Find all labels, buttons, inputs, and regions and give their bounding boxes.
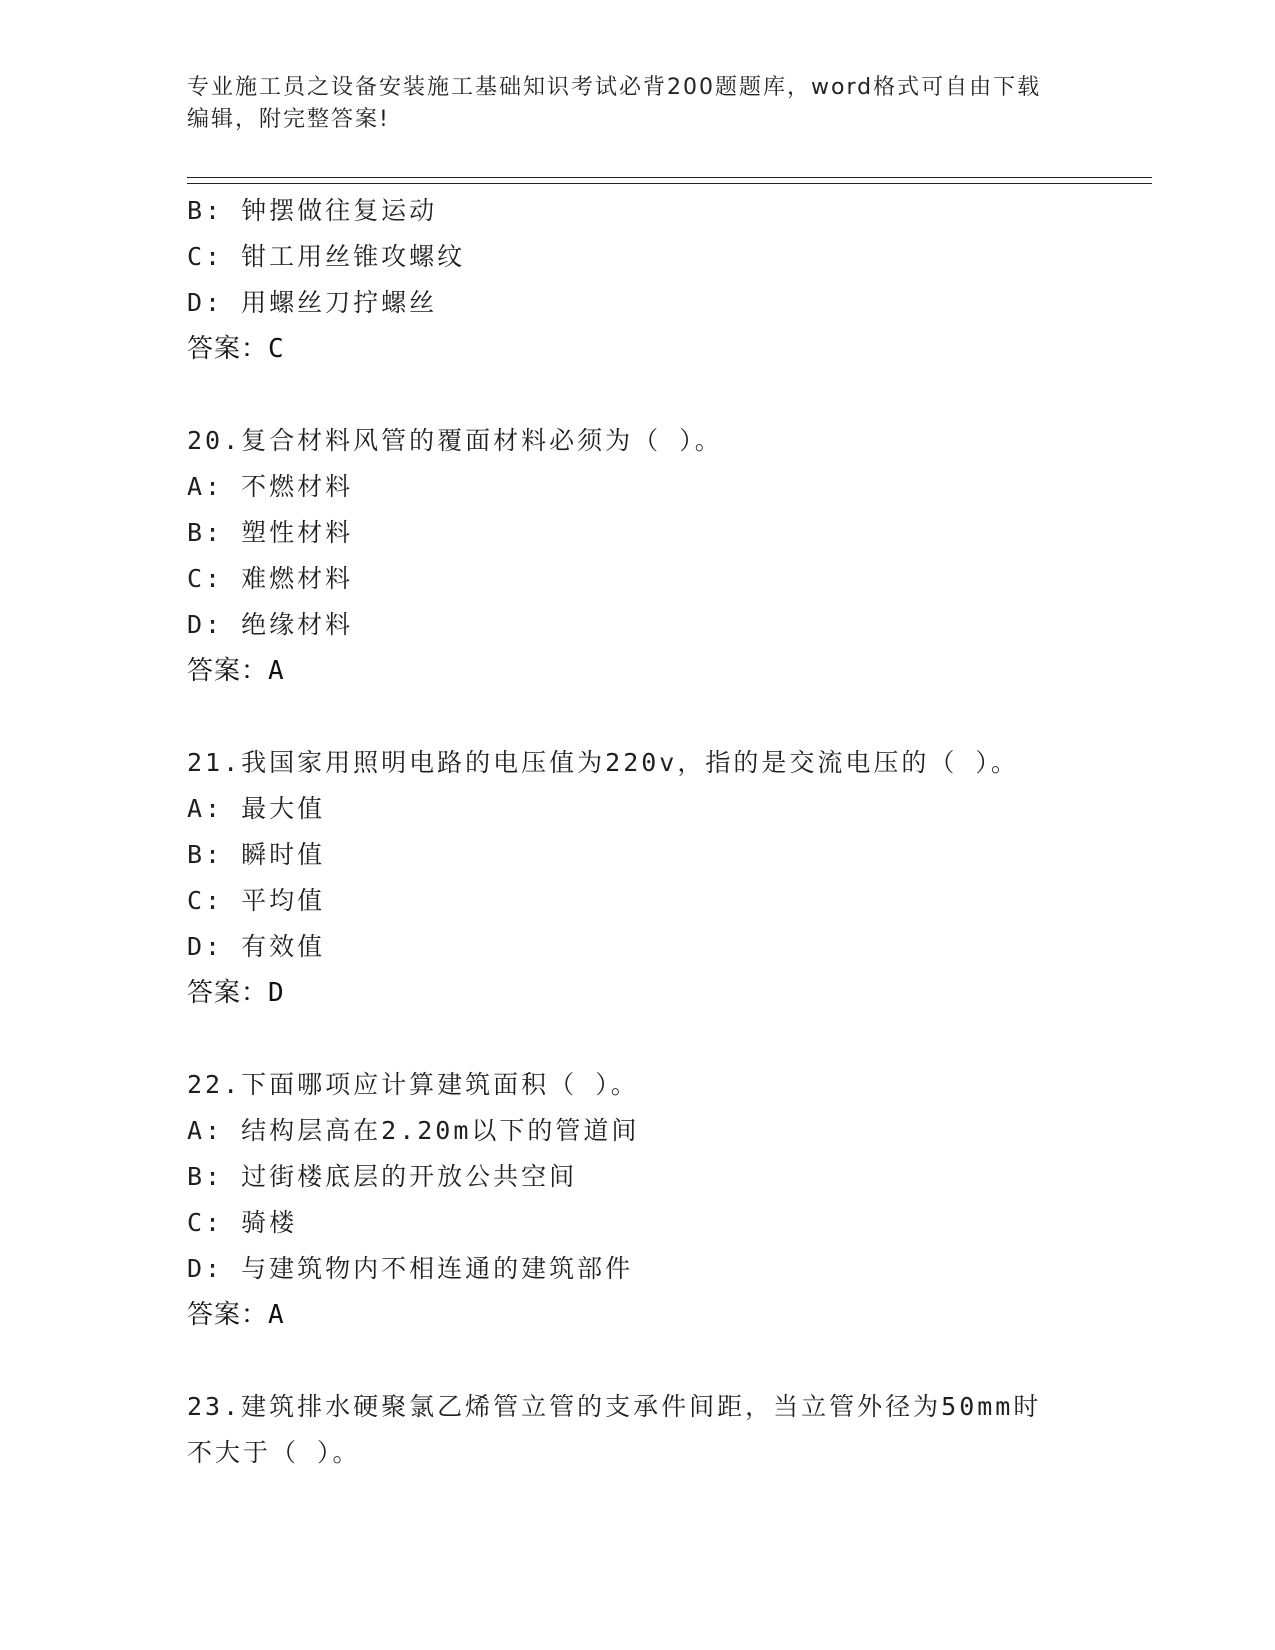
option-d: D: 与建筑物内不相连通的建筑部件 <box>187 1254 634 1283</box>
option-a: A: 最大值 <box>187 794 326 823</box>
question-stem: 22.下面哪项应计算建筑面积（ ）。 <box>187 1070 639 1099</box>
option-c: C: 平均值 <box>187 886 326 915</box>
answer-line: 答案：D <box>187 978 285 1008</box>
question-23 <box>187 1384 1087 1476</box>
question-stem: 21.我国家用照明电路的电压值为220v，指的是交流电压的（ ）。 <box>187 748 1019 777</box>
header-title-line-1: 专业施工员之设备安装施工基础知识考试必背200题题库，word格式可自由下载 <box>187 75 1042 100</box>
document-header <box>187 72 1087 136</box>
option-b: B: 过街楼底层的开放公共空间 <box>187 1162 578 1191</box>
header-title-line-2: 编辑，附完整答案! <box>187 107 390 132</box>
question-stem: 20.复合材料风管的覆面材料必须为（ ）。 <box>187 426 723 455</box>
option-d: D: 有效值 <box>187 932 326 961</box>
question-20 <box>187 418 1087 694</box>
answer-line: 答案：A <box>187 656 285 686</box>
option-a: A: 结构层高在2.20m以下的管道间 <box>187 1116 640 1145</box>
header-double-rule <box>187 177 1152 184</box>
question-21 <box>187 740 1087 1016</box>
option-b: B: 钟摆做往复运动 <box>187 196 438 225</box>
option-c: C: 难燃材料 <box>187 564 354 593</box>
option-b: B: 瞬时值 <box>187 840 326 869</box>
answer-line: 答案：A <box>187 1300 285 1330</box>
option-a: A: 不燃材料 <box>187 472 354 501</box>
question-stem-line-2: 不大于（ ）。 <box>187 1438 361 1467</box>
option-c: C: 骑楼 <box>187 1208 298 1237</box>
option-b: B: 塑性材料 <box>187 518 354 547</box>
answer-line: 答案：C <box>187 334 285 364</box>
option-c: C: 钳工用丝锥攻螺纹 <box>187 242 466 271</box>
option-d: D: 用螺丝刀拧螺丝 <box>187 288 438 317</box>
option-d: D: 绝缘材料 <box>187 610 354 639</box>
question-19-tail <box>187 188 1087 372</box>
question-22 <box>187 1062 1087 1338</box>
question-stem-line-1: 23.建筑排水硬聚氯乙烯管立管的支承件间距，当立管外径为50mm时 <box>187 1392 1042 1421</box>
question-list <box>187 188 1087 1476</box>
